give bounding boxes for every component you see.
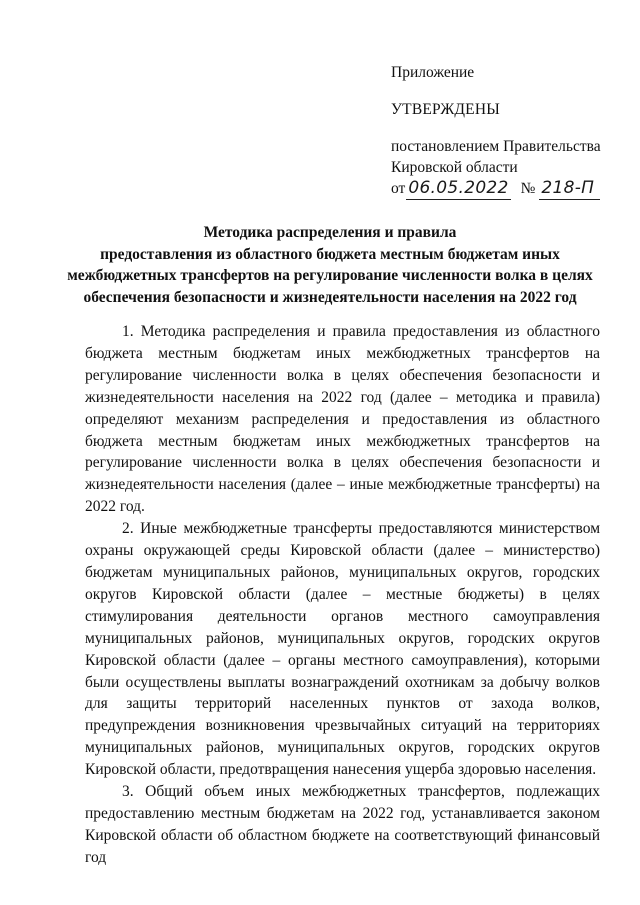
paragraph-3: 3. Общий объем иных межбюджетных трансфертов, подлежащих предоставлению местным бюджетам на 2022 год, устанавливается законом Кировской области об областном бюджете на соответствующий финансовый год (85, 783, 600, 866)
approved-label: УТВЕРЖДЕНЫ (391, 101, 500, 118)
document-body (85, 321, 600, 869)
number-label: № (520, 180, 536, 197)
decree-date-number (391, 178, 621, 202)
document-title (60, 222, 600, 308)
handwritten-number: 218-П (539, 178, 600, 200)
title-line-4: обеспечения безопасности и жизнедеятельности населения на 2022 год (83, 288, 577, 306)
paragraph-2: 2. Иные межбюджетные трансферты предоставляются министерством охраны окружающей среды Кировской области (далее – министерство) бюджетам муниципальных районов, муниципальных округов, городских округов Кировской области (далее – местные бюджеты) в целях стимулирования деятельности органов местного самоуправления муниципальных районов, муниципальных округов, городских округов Кировской области (далее – органы местного самоуправления), которыми были осуществлены выплаты вознаграждений охотникам за добычу волков для защиты территорий населенных пунктов от захода волков, предупреждения возникновения чрезвычайных ситуаций на территориях муниципальных районов, муниципальных округов, городских округов Кировской области, предотвращения нанесения ущерба здоровью населения. (85, 520, 600, 779)
title-line-2: предоставления из областного бюджета местным бюджетам иных (100, 245, 560, 263)
title-line-3: межбюджетных трансфертов на регулирование численности волка в целях (67, 267, 593, 284)
decree-line-1: постановлением Правительства (391, 138, 601, 155)
appendix-label: Приложение (391, 64, 475, 81)
handwritten-date: 06.05.2022 (408, 178, 509, 198)
title-line-1: Методика распределения и правила (203, 224, 457, 241)
paragraph-1: 1. Методика распределения и правила предоставления из областного бюджета местным бюджетам иных межбюджетных трансфертов на регулирование численности волка в целях обеспечения безопасности и жизнедеятельности населения на 2022 год (далее – методика и правила) определяют механизм распределения и предоставления из областного бюджета местным бюджетам иных межбюджетных трансфертов на регулирование численности волка в целях обеспечения безопасности и жизнедеятельности населения (далее – иные межбюджетные трансферты) на 2022 год. (85, 323, 600, 516)
from-prefix: от (391, 180, 406, 197)
approval-block (391, 62, 621, 202)
decree-line-2: Кировской области (391, 159, 518, 176)
